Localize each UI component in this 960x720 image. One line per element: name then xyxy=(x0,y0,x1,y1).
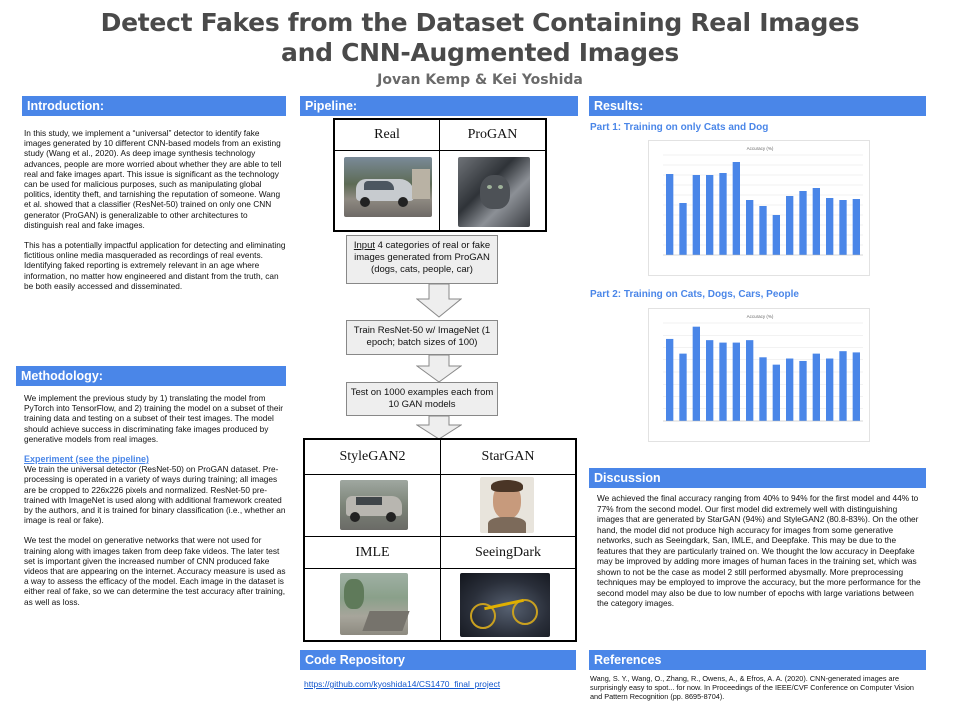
introduction-paragraph-1: In this study, we implement a “universal” detector to identify fake images generated by 10 different CNN-based models from an existing study (Wang et al., 2020). As deep image synthesis technology advances, people are more worried about whether they are able to tell real and fake images apart. This issue is significant as the technology can be used for malicious purposes, such as manipulating global politics, identity theft, and tarnishing the reputation of someone. Wang et al. showed that a classifier (ResNet-50) trained on only one CNN generator (ProGAN) is generalizable to other architectures to distinguish real and fake images. xyxy=(24,128,282,230)
imle-tree xyxy=(344,579,364,609)
chart-bar xyxy=(719,343,726,421)
chart-bar xyxy=(746,340,753,421)
table-cell-stargan: StarGAN xyxy=(440,439,576,475)
arrow-down-icon xyxy=(416,355,462,383)
chart-bar xyxy=(706,340,713,421)
real-car-photo xyxy=(344,157,432,217)
chart-bar xyxy=(666,339,673,421)
imle-road xyxy=(362,611,409,631)
chart-bar xyxy=(813,188,820,255)
discussion-body: We achieved the final accuracy ranging from 40% to 94% for the first model and 44% to 77% from the second model. Our first model did extremely well with distinguishing images that are generated by StarGAN (94%) and StyleGAN2 (80.8-83%). On the other hand, the model did not produce high accuracy for images from some generative networks, such as Seeingdark, San, IMLE, and Deepfake. This may be due to the features that they are particularly trained on. We thought the low accuracy in Deepfake may be improved by adding more images of human faces in the training set, which was shown to not be the case as model 2 still performed abysmally. More preprocessing techniques may be employed to improve the accuracy, but the more performance for the second model may also be due to low number of epochs with large variations between the category images. xyxy=(597,493,921,608)
chart-part1 xyxy=(648,140,870,276)
stylegan2-car-window xyxy=(356,497,382,505)
chart-bar xyxy=(773,215,780,255)
real-car-wheel-rear xyxy=(398,197,408,207)
table-cell-progan: ProGAN xyxy=(439,119,546,151)
chart-bar xyxy=(853,352,860,421)
chart-bar xyxy=(746,200,753,255)
progan-cat-eye-right xyxy=(498,185,503,189)
table-cell-stylegan2: StyleGAN2 xyxy=(304,439,441,475)
table-cell-real: Real xyxy=(334,119,440,151)
step-input-underlined: Input xyxy=(353,240,375,251)
introduction-header: Introduction: xyxy=(22,96,286,116)
references-body: Wang, S. Y., Wang, O., Zhang, R., Owens, A., & Efros, A. A. (2020). CNN-generated images are surprisingly easy to spot... for now. In Proceedings of the IEEE/CVF Conference on Computer Vision and Pattern Recognition (pp. 8695-8704). xyxy=(590,674,914,701)
stylegan2-car-wheel-rear xyxy=(386,512,396,522)
pipeline-step-test: Test on 1000 examples each from 10 GAN models xyxy=(346,382,498,416)
chart-bar xyxy=(733,162,740,255)
references-header: References xyxy=(589,650,926,670)
table-cell-imle: IMLE xyxy=(304,536,441,569)
chart-bar xyxy=(799,191,806,255)
seeingdark-bicycle-photo xyxy=(460,573,550,637)
chart-bar xyxy=(706,175,713,255)
stylegan2-car-photo xyxy=(340,480,408,530)
chart-bar xyxy=(773,365,780,421)
chart-bar xyxy=(853,199,860,255)
methodology-paragraph-1: We implement the previous study by 1) translating the model from PyTorch into TensorFlow, and 2) training the model on a subset of their training data and testing on a subset of their test images. The model should achieve success in discriminating fake images produced by generative models from real images. xyxy=(24,393,284,444)
arrow-down-icon xyxy=(416,416,462,440)
step-input-text: 4 categories of real or fake images generated from ProGAN (dogs, cats, people, car) xyxy=(354,240,491,275)
poster-authors: Jovan Kemp & Kei Yoshida xyxy=(377,72,583,88)
chart-bar xyxy=(786,359,793,421)
real-car-wheel-front xyxy=(360,197,370,207)
results-header: Results: xyxy=(589,96,926,116)
chart-bar xyxy=(839,200,846,255)
chart-bar xyxy=(693,327,700,421)
chart-part2 xyxy=(648,308,870,442)
chart-bar xyxy=(786,196,793,255)
pipeline-output-table xyxy=(303,438,577,642)
stylegan2-car-wheel-front xyxy=(350,512,360,522)
methodology-header: Methodology: xyxy=(16,366,286,386)
chart-bar xyxy=(679,203,686,255)
introduction-body xyxy=(24,128,286,301)
discussion-header: Discussion xyxy=(589,468,926,488)
methodology-paragraph-2: We train the universal detector (ResNet-50) on ProGAN dataset. Pre-processing is operated in a variety of ways during training; all images are be cropped to 226x226 pixels and normalized. ResNet-50 pre-trained with ImageNet is used along with additional framework created by the authors, and it is trained for binary classification (i.e., whether an image is real or fake). xyxy=(24,464,286,526)
chart-bar xyxy=(813,354,820,421)
chart-bar xyxy=(839,351,846,421)
progan-cat-figure xyxy=(480,175,510,209)
code-repository-link[interactable]: https://github.com/kyoshida14/CS1470_final_project xyxy=(304,679,501,689)
real-car-trailer xyxy=(412,169,430,199)
experiment-heading[interactable]: Experiment (see the pipeline) xyxy=(24,454,150,465)
chart-bar xyxy=(799,361,806,421)
results-part1-heading: Part 1: Training on only Cats and Dog xyxy=(590,122,769,133)
chart-part2-title: Accuracy (%) xyxy=(746,314,774,319)
arrow-down-icon xyxy=(416,284,462,318)
introduction-paragraph-2: This has a potentially impactful application for detecting and eliminating fictitious online media masqueraded as recordings of real events. Identifying faked reporting is extremely relevant in an age where information, no matter how engineered and distant from the truth, can be both easily accessed and disseminated. xyxy=(24,240,286,291)
methodology-body xyxy=(24,393,286,617)
stargan-face-photo xyxy=(480,477,534,533)
progan-cat-eye-left xyxy=(487,185,492,189)
real-car-window xyxy=(364,181,394,190)
pipeline-step-input xyxy=(346,235,498,284)
chart-bar xyxy=(826,198,833,255)
stargan-hair xyxy=(491,480,523,492)
results-part2-heading: Part 2: Training on Cats, Dogs, Cars, People xyxy=(590,289,799,300)
chart-bar xyxy=(733,343,740,421)
poster-title-line1: Detect Fakes from the Dataset Containing Real Images xyxy=(100,8,860,37)
poster-title xyxy=(0,8,960,68)
methodology-paragraph-3: We test the model on generative networks that were not used for training along with images taken from deep fake videos. The later test set is important given the increased number of CNN produced fake videos that are appearing on the internet. Accuracy measure is used as a way to assess the efficacy of the model. Each image in the dataset is either real of fake, so we can determine the test accuracy after training, as well as loss. xyxy=(24,535,286,607)
chart-part1-title: Accuracy (%) xyxy=(746,146,774,151)
imle-street-photo xyxy=(340,573,408,635)
chart-bar xyxy=(693,175,700,255)
pipeline-header: Pipeline: xyxy=(300,96,578,116)
chart-bar xyxy=(759,206,766,255)
chart-bar xyxy=(679,354,686,421)
pipeline-input-table xyxy=(333,118,547,232)
chart-bar xyxy=(826,359,833,421)
pipeline-step-train: Train ResNet-50 w/ ImageNet (1 epoch; batch sizes of 100) xyxy=(346,320,498,355)
chart-bar xyxy=(719,173,726,255)
progan-cat-photo xyxy=(458,157,530,227)
chart-bar xyxy=(666,174,673,255)
poster-title-line2: and CNN-Augmented Images xyxy=(281,38,679,67)
table-cell-seeingdark: SeeingDark xyxy=(440,536,576,569)
chart-bar xyxy=(759,357,766,421)
stargan-shoulders xyxy=(488,517,526,533)
code-repository-header: Code Repository xyxy=(300,650,576,670)
